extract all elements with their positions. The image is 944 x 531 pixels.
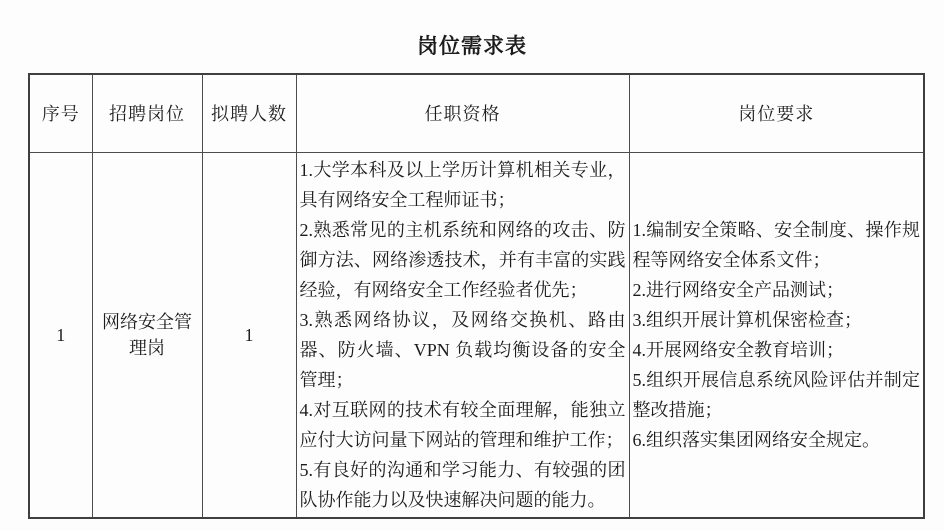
qualification-item: 4.对互联网的技术有较全面理解，能独立应付大访问量下网站的管理和维护工作； — [299, 399, 626, 450]
header-qualifications: 任职资格 — [296, 74, 629, 152]
header-position: 招聘岗位 — [92, 74, 202, 152]
cell-headcount: 1 — [202, 152, 296, 518]
header-row — [29, 74, 924, 152]
requirement-item: 2.进行网络安全产品测试； — [632, 279, 844, 300]
requirement-item: 6.组织落实集团网络安全规定。 — [632, 429, 880, 450]
qualification-item: 5.有良好的沟通和学习能力、有较强的团队协作能力以及快速解决问题的能力。 — [299, 459, 626, 510]
cell-qualifications — [296, 152, 629, 518]
qualification-item: 2.熟悉常见的主机系统和网络的攻击、防御方法、网络渗透技术，并有丰富的实践经验，有网络安全工作经验者优先； — [299, 219, 626, 300]
requirement-list — [633, 215, 921, 455]
table-row — [29, 152, 924, 518]
requirements-table — [28, 73, 925, 519]
qualification-list — [300, 155, 626, 515]
header-seq: 序号 — [29, 74, 92, 152]
requirement-item: 1.编制安全策略、安全制度、操作规程等网络安全体系文件； — [632, 219, 920, 270]
qualification-item: 1.大学本科及以上学历计算机相关专业，具有网络安全工程师证书； — [299, 159, 626, 210]
header-headcount: 拟聘人数 — [202, 74, 296, 152]
cell-position: 网络安全管理岗 — [92, 152, 202, 518]
requirement-item: 4.开展网络安全教育培训； — [632, 339, 844, 360]
cell-requirements — [629, 152, 924, 518]
cell-seq: 1 — [29, 152, 92, 518]
requirement-item: 5.组织开展信息系统风险评估并制定整改措施； — [632, 369, 920, 420]
header-requirements: 岗位要求 — [629, 74, 924, 152]
page-title: 岗位需求表 — [417, 34, 527, 58]
qualification-item: 3.熟悉网络协议，及网络交换机、路由器、防火墙、VPN 负载均衡设备的安全管理； — [299, 309, 626, 390]
requirement-item: 3.组织开展计算机保密检查； — [632, 309, 862, 330]
